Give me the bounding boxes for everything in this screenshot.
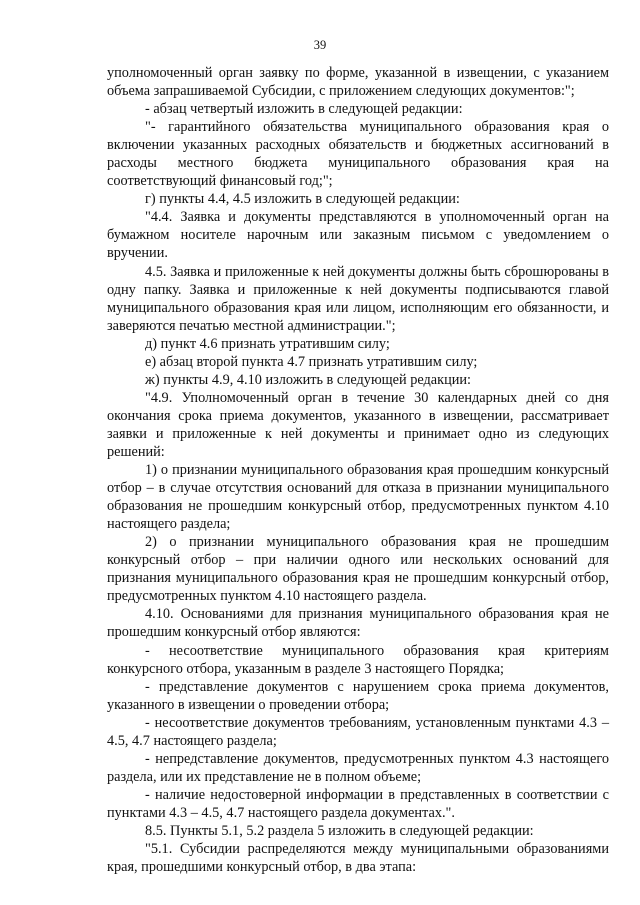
paragraph-clause-5-1: "5.1. Субсидии распределяются между муниципальными образованиями края, прошедшими конкурсный отбор, в два этапа: [107, 841, 609, 876]
document-body [107, 64, 609, 876]
paragraph-amendment-line: г) пункты 4.4, 4.5 изложить в следующей редакции: [145, 191, 460, 208]
paragraph-amendment-line: 8.5. Пункты 5.1, 5.2 раздела 5 изложить в следующей редакции: [145, 822, 534, 839]
paragraph-clause-4-5: 4.5. Заявка и приложенные к ней документы должны быть сброшюрованы в одну папку. Заявка и приложенные к ней документы подписываются главой муниципального образования края или лицом, исполняющим его обязанности, и заверяются печатью местной администрации."; [107, 263, 609, 334]
paragraph-ground-item: - несоответствие документов требованиям, установленным пунктами 4.3 – 4.5, 4.7 настоящего раздела; [107, 714, 609, 749]
paragraph-decision-1: 1) о признании муниципального образования края прошедшим конкурсный отбор – в случае отсутствия оснований для отказа в признании муниципального образования не прошедшим конкурсный отбор, предусмотренных пунктом 4.10 настоящего раздела; [107, 462, 609, 533]
paragraph-amendment-line: д) пункт 4.6 признать утратившим силу; [145, 335, 390, 352]
paragraph-clause-4-10: 4.10. Основаниями для признания муниципального образования края не прошедшим конкурсный отбор являются: [107, 606, 609, 641]
page-number: 39 [313, 38, 327, 52]
paragraph-ground-item: - непредставление документов, предусмотренных пунктом 4.3 настоящего раздела, или их представление не в полном объеме; [107, 750, 609, 785]
paragraph-decision-2: 2) о признании муниципального образования края не прошедшим конкурсный отбор – при наличии одного или нескольких оснований для признания муниципального образования края не прошедшим конкурсный отбор, предусмотренных пунктом 4.10 настоящего раздела. [107, 534, 609, 605]
paragraph-amendment-line: - абзац четвертый изложить в следующей редакции: [145, 101, 463, 118]
paragraph-clause-4-4: "4.4. Заявка и документы представляются в уполномоченный орган на бумажном носителе нарочным или заказным письмом с уведомлением о вручении. [107, 209, 609, 262]
paragraph-ground-item: - представление документов с нарушением срока приема документов, указанного в извещении о проведении отбора; [107, 678, 609, 713]
paragraph-ground-item: - несоответствие муниципального образования края критериям конкурсного отбора, указанным в разделе 3 настоящего Порядка; [107, 642, 609, 677]
paragraph-guarantee-obligation: "- гарантийного обязательства муниципального образования края о включении указанных расходных обязательств и бюджетных ассигнований в расходы местного бюджета муниципального образования края на соответствующий финансовый год;"; [107, 119, 609, 190]
paragraph-clause-4-9: "4.9. Уполномоченный орган в течение 30 календарных дней со дня окончания срока приема документов, указанного в извещении, рассматривает заявки и приложенные к ней документы и принимает одно из следующих решений: [107, 389, 609, 460]
paragraph-amendment-line: ж) пункты 4.9, 4.10 изложить в следующей редакции: [145, 371, 472, 388]
paragraph-amendment-line: е) абзац второй пункта 4.7 признать утратившим силу; [145, 353, 478, 370]
paragraph-ground-item: - наличие недостоверной информации в представленных в соответствии с пунктами 4.3 – 4.5, 4.7 настоящего раздела документах.". [107, 786, 609, 821]
paragraph-continuation: уполномоченный орган заявку по форме, указанной в извещении, с указанием объема запрашиваемой Субсидии, с приложением следующих документов:"; [107, 65, 609, 100]
